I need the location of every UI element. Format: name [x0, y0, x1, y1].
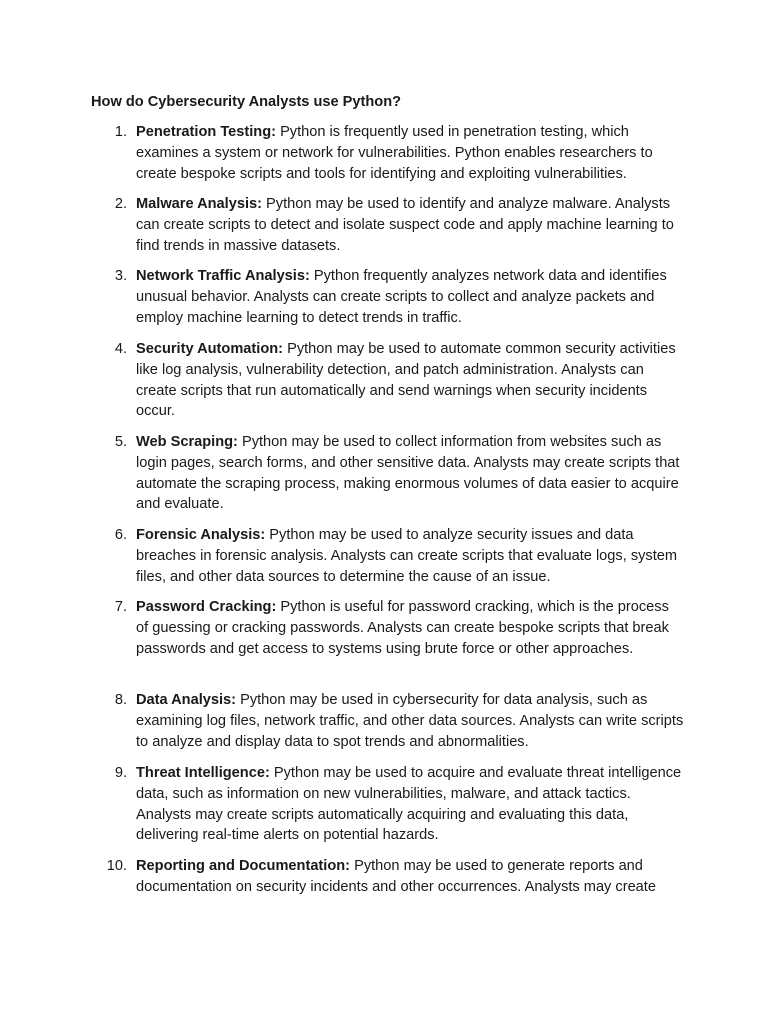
list-item-body [136, 525, 684, 587]
list-item-label: Threat Intelligence: [136, 765, 270, 781]
list-item-text: Python may be used to identify and analyze malware. Analysts can create scripts to detect and isolate suspect code and apply machine learning to find trends in massive datasets. [136, 196, 674, 254]
list-item-label: Password Cracking: [136, 599, 277, 615]
list-item-body [136, 597, 684, 659]
list-item-label: Network Traffic Analysis: [136, 268, 310, 284]
document-heading: How do Cybersecurity Analysts use Python? [91, 94, 402, 110]
list-item-text: Python is useful for password cracking, which is the process of guessing or cracking passwords. Analysts can create bespoke scripts that break passwords and get access to systems using brute force or other approaches. [136, 599, 669, 657]
list-item-number: 4. [114, 341, 127, 357]
list-item-label: Forensic Analysis: [136, 527, 266, 543]
list-item-number: 9. [114, 765, 127, 781]
list-item-body [136, 432, 684, 515]
list-item-text: Python may be used to analyze security issues and data breaches in forensic analysis. Analysts can create scripts that evaluate logs, system files, and other data sources to determine the cause of an issue. [136, 527, 678, 585]
list-item-number: 3. [114, 268, 127, 284]
list-item-number: 8. [114, 692, 127, 708]
list-item-body [136, 122, 684, 184]
list-item-body [136, 763, 684, 846]
list-item-number: 6. [114, 527, 127, 543]
list-item-number: 2. [114, 196, 127, 212]
list-item-text: Python may be used to acquire and evaluate threat intelligence data, such as information on new vulnerabilities, malware, and attack tactics. Analysts may create scripts automatically acquiring and evaluating this data, delivering real-time alerts on potential hazards. [136, 765, 682, 844]
list-item-body [136, 690, 684, 752]
list-item-text: Python frequently analyzes network data and identifies unusual behavior. Analysts can create scripts to collect and analyze packets and employ machine learning to detect trends in traffic. [136, 268, 667, 326]
list-item-label: Web Scraping: [136, 434, 238, 450]
list-item-number: 7. [114, 599, 127, 615]
list-item-label: Security Automation: [136, 341, 284, 357]
list-item-text: Python may be used in cybersecurity for data analysis, such as examining log files, network traffic, and other data sources. Analysts can write scripts to analyze and display data to spot trends and abnormalities. [136, 692, 684, 750]
list-item-label: Malware Analysis: [136, 196, 262, 212]
list-item-label: Penetration Testing: [136, 124, 277, 140]
list-item-number: 10. [106, 858, 127, 874]
list-item-label: Reporting and Documentation: [136, 858, 351, 874]
list-item-text: Python is frequently used in penetration testing, which examines a system or network for vulnerabilities. Python enables researchers to create bespoke scripts and tools for identifying and exploiting vulnerabilities. [136, 124, 653, 182]
list-item-label: Data Analysis: [136, 692, 237, 708]
list-item-body [136, 266, 684, 328]
list-item-text: Python may be used to automate common security activities like log analysis, vulnerability detection, and patch administration. Analysts can create scripts that run automatically and send warnings when security incidents occur. [136, 341, 676, 420]
list-item-text: Python may be used to generate reports and documentation on security incidents and other occurrences. Analysts may create [136, 858, 656, 895]
list-item-body [136, 339, 684, 422]
list-item-number: 1. [114, 124, 127, 140]
list-item-body [136, 194, 684, 256]
list-item-body [136, 856, 684, 898]
list-item-number: 5. [114, 434, 127, 450]
list-item-text: Python may be used to collect information from websites such as login pages, search forms, and other sensitive data. Analysts may create scripts that automate the scraping process, making enormous volumes of data easier to acquire and evaluate. [136, 434, 680, 513]
